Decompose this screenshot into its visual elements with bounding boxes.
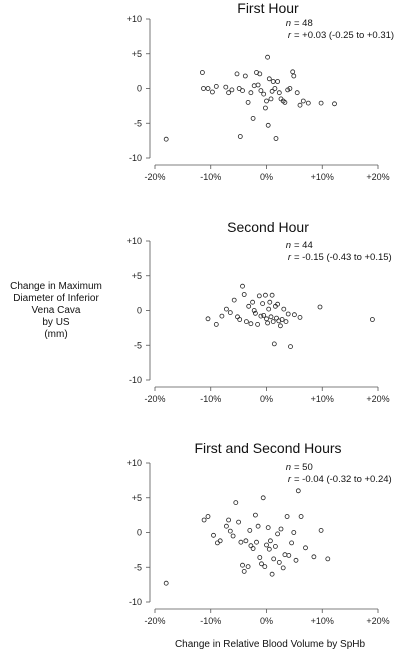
data-point [251,116,255,120]
data-point [238,318,242,322]
data-point [164,581,168,585]
data-point [269,315,273,319]
x-tick-label: -20% [144,394,166,404]
n-label: n [285,240,291,251]
data-point [268,539,272,543]
data-point [295,91,299,95]
data-point [230,88,234,92]
y-tick-label: +10 [126,14,142,24]
y-axis-label-line-1: Change in Maximum [10,281,102,292]
data-point [247,304,251,308]
data-point [266,55,270,59]
data-point [228,529,232,533]
data-point [215,541,219,545]
data-point [241,89,245,93]
data-point [370,318,374,322]
y-tick-label: +10 [126,236,142,246]
data-point [294,558,298,562]
data-point [214,322,218,326]
data-point [263,293,267,297]
x-tick-label: +20% [366,172,390,182]
data-point [333,102,337,106]
data-point [269,97,273,101]
data-point [239,540,243,544]
data-point [257,294,261,298]
data-point [292,313,296,317]
data-point [255,540,259,544]
data-point [318,305,322,309]
data-point [278,324,282,328]
x-tick-label: 0% [259,394,274,404]
data-point [234,501,238,505]
data-point [242,569,246,573]
data-point [287,553,291,557]
scatter-panel-3 [127,440,392,626]
x-tick-label: -20% [144,616,166,626]
data-point [242,293,246,297]
data-point [261,302,265,306]
data-point [273,87,277,91]
y-tick-label: +5 [131,48,142,59]
data-point [283,553,287,557]
data-point [270,293,274,297]
data-point [214,84,218,88]
data-point [262,92,266,96]
data-point [271,320,275,324]
data-point [241,563,245,567]
data-point [291,70,295,74]
data-point [259,89,263,93]
data-point [243,74,247,78]
data-point [292,531,296,535]
scatter-panels [127,0,394,626]
data-point [224,85,228,89]
r-label: r [287,30,291,41]
x-tick-label: +10% [310,616,334,626]
x-tick-label: -10% [200,394,222,404]
data-point [277,560,281,564]
data-point [266,123,270,127]
data-point [319,101,323,105]
chart-title: Second Hour [227,219,309,235]
data-point [266,321,270,325]
data-point [301,99,305,103]
n-value: = 44 [294,240,313,251]
data-point [276,532,280,536]
y-tick-label: 0 [136,527,142,538]
r-value: = +0.03 (-0.25 to +0.31) [294,30,395,41]
x-tick-label: +20% [366,394,390,404]
data-point [249,322,253,326]
data-point [292,74,296,78]
data-point [263,565,267,569]
y-tick-label: +5 [131,270,142,281]
data-point [271,80,275,84]
x-tick-label: +20% [366,616,390,626]
data-point [286,312,290,316]
data-point [244,320,248,324]
scatter-panel-1 [127,0,394,182]
data-point [235,72,239,76]
data-point [256,322,260,326]
data-point [284,320,288,324]
data-point [206,515,210,519]
data-point [251,547,255,551]
data-point [256,524,260,528]
data-point [200,71,204,75]
y-tick-label: 0 [136,305,142,316]
data-point [267,307,271,311]
data-point [227,518,231,522]
data-point [265,317,269,321]
data-point [262,313,266,317]
n-label: n [285,18,291,29]
data-point [237,520,241,524]
data-point [281,566,285,570]
data-point [298,315,302,319]
y-tick-label: +10 [126,458,142,468]
data-point [218,539,222,543]
data-point [224,307,228,311]
data-point [251,300,255,304]
x-tick-label: -10% [200,616,222,626]
data-point [206,317,210,321]
data-point [296,489,300,493]
data-point [267,77,271,81]
r-value: = -0.15 (-0.43 to +0.15) [294,252,392,263]
data-point [273,544,277,548]
data-point [306,101,310,105]
data-point [265,99,269,103]
data-point [246,100,250,104]
data-point [279,527,283,531]
r-label: r [287,474,291,485]
data-point [319,528,323,532]
data-point [256,83,260,87]
data-point [212,533,216,537]
data-point [248,528,252,532]
r-value: = -0.04 (-0.32 to +0.24) [294,474,392,485]
data-point [285,515,289,519]
data-point [202,87,206,91]
data-point [258,556,262,560]
y-tick-label: -5 [133,118,142,129]
x-tick-label: 0% [259,172,274,182]
data-point [277,91,281,95]
scatter-panel-2 [127,219,392,404]
data-point [228,311,232,315]
y-tick-label: -5 [133,562,142,573]
data-point [238,135,242,139]
data-point [220,314,224,318]
y-axis-label-line-2: Diameter of Inferior [13,293,99,304]
data-point [272,342,276,346]
y-tick-label: -5 [133,340,142,351]
data-point [289,345,293,349]
data-point [267,547,271,551]
data-point [265,543,269,547]
data-point [298,103,302,107]
data-point [268,300,272,304]
x-axis-label: Change in Relative Blood Volume by SpHb [174,639,366,650]
y-axis-label [10,281,102,340]
data-point [252,84,256,88]
data-point [270,572,274,576]
n-value: = 50 [294,462,313,473]
data-point [236,315,240,319]
x-tick-label: -10% [200,172,222,182]
data-point [164,137,168,141]
data-point [312,555,316,559]
y-tick-label: -10 [128,153,142,163]
data-point [253,513,257,517]
data-point [261,496,265,500]
data-point [224,524,228,528]
data-point [272,557,276,561]
data-point [231,534,235,538]
data-point [263,106,267,110]
data-point [274,137,278,141]
data-point [290,541,294,545]
x-tick-label: +10% [310,172,334,182]
x-tick-label: 0% [259,616,274,626]
data-point [282,307,286,311]
r-label: r [287,252,291,263]
x-tick-label: -20% [144,172,166,182]
y-tick-label: -10 [128,375,142,385]
data-point [246,565,250,569]
y-axis-label-line-3: Vena Cava [31,305,81,316]
y-tick-label: +5 [131,492,142,503]
data-point [299,515,303,519]
data-point [259,314,263,318]
data-point [206,87,210,91]
data-point [202,518,206,522]
y-tick-label: -10 [128,597,142,607]
data-point [210,90,214,94]
data-point [326,557,330,561]
x-tick-label: +10% [310,394,334,404]
chart-title: First Hour [237,0,299,16]
y-axis-label-line-5: (mm) [44,329,68,340]
data-point [249,91,253,95]
data-point [266,526,270,530]
n-value: = 48 [294,18,313,29]
chart-title: First and Second Hours [194,440,342,456]
data-point [241,284,245,288]
y-tick-label: 0 [136,83,142,94]
data-point [232,298,236,302]
data-point [276,80,280,84]
data-point [244,539,248,543]
data-point [304,546,308,550]
y-axis-label-line-4: by US [42,317,70,328]
n-label: n [285,462,291,473]
